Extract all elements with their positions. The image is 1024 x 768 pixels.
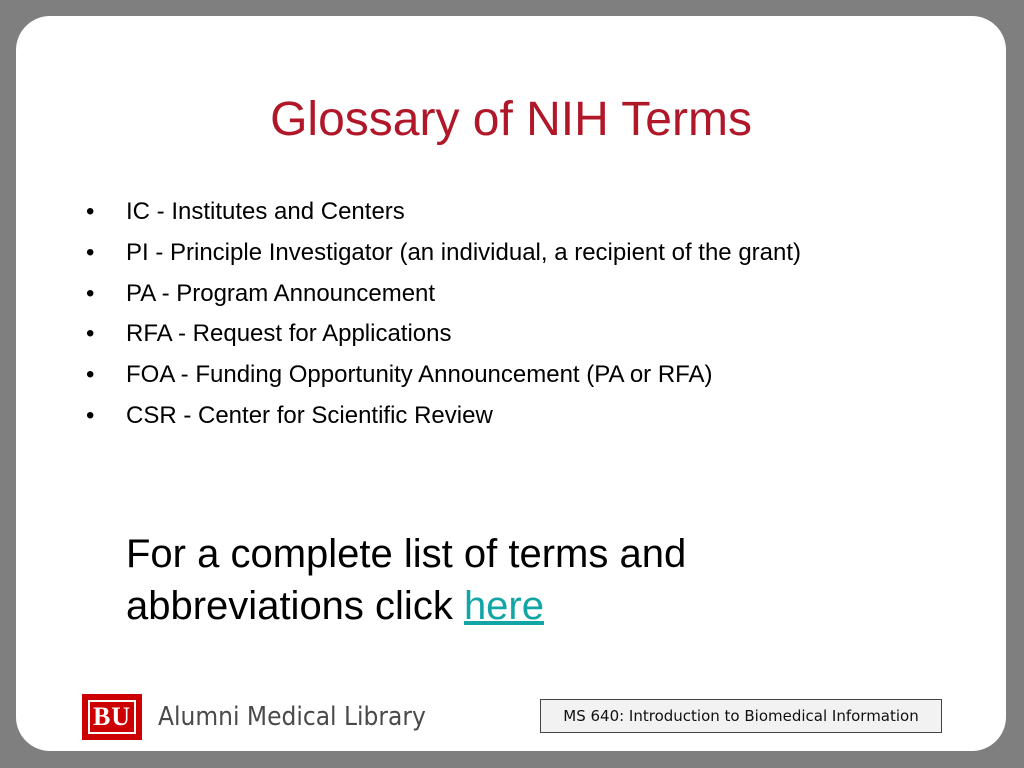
term-text: PA - Program Announcement <box>126 279 436 307</box>
slide-title: Glossary of NIH Terms <box>270 93 752 146</box>
library-logo <box>82 694 456 740</box>
bullet-icon: • <box>86 198 95 225</box>
bu-logo-mark: BU <box>92 702 132 731</box>
bullet-icon: • <box>86 401 95 429</box>
bullet-icon: • <box>86 320 95 348</box>
bu-logo-icon <box>82 694 142 740</box>
course-label: MS 640: Introduction to Biomedical Information <box>540 699 942 733</box>
bullet-icon: • <box>86 361 95 389</box>
list-item <box>86 238 801 279</box>
bullet-icon: • <box>86 279 95 307</box>
term-text: CSR - Center for Scientific Review <box>126 401 493 429</box>
bullet-icon: • <box>86 238 95 266</box>
term-text: IC - Institutes and Centers <box>126 198 405 225</box>
list-item <box>86 360 801 401</box>
here-link[interactable]: here <box>463 584 544 628</box>
slide <box>16 16 1006 751</box>
terms-list <box>86 197 801 442</box>
list-item <box>86 319 801 360</box>
term-text: PI - Principle Investigator (an individual, a recipient of the grant) <box>126 238 802 266</box>
term-text: FOA - Funding Opportunity Announcement (PA or RFA) <box>126 361 713 389</box>
list-item <box>86 197 801 238</box>
term-text: RFA - Request for Applications <box>126 320 452 348</box>
library-name: Alumni Medical Library <box>158 702 426 732</box>
list-item <box>86 279 801 320</box>
complete-list-prompt <box>126 528 886 632</box>
list-item <box>86 401 801 442</box>
prompt-text: For a complete list of terms and abbreviations click <box>126 532 687 628</box>
